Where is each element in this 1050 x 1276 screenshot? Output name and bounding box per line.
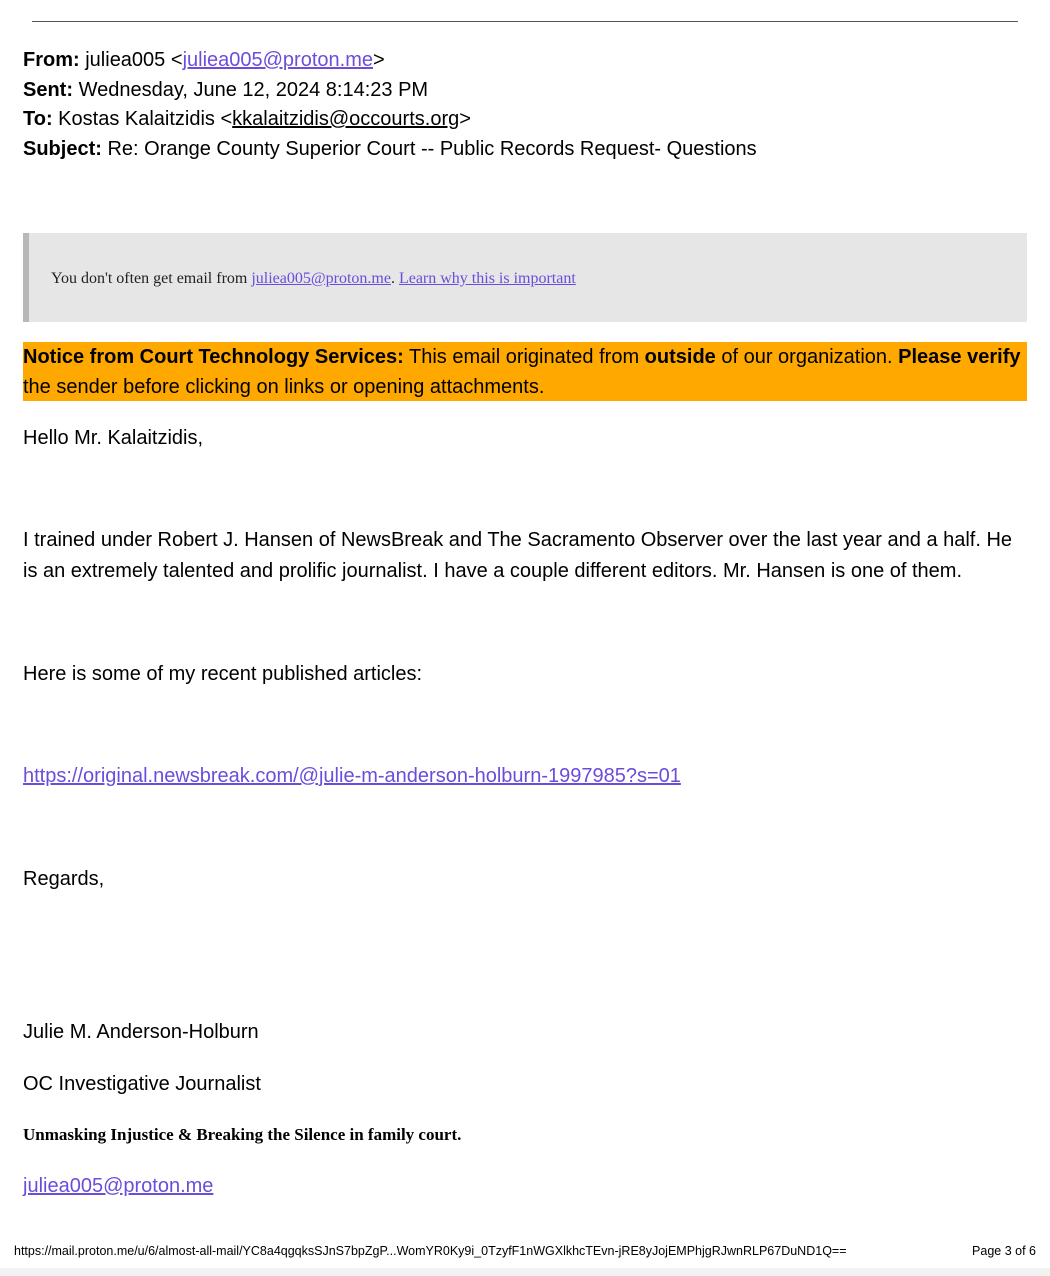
notice-outside: outside — [644, 346, 716, 368]
to-row: To: Kostas Kalaitzidis <kkalaitzidis@occourts.org> — [23, 108, 471, 130]
subject-value: Re: Orange County Superior Court -- Public Records Request- Questions — [107, 137, 757, 160]
signature-email-link[interactable]: juliea005@proton.me — [23, 1175, 214, 1197]
warning-email-link[interactable]: juliea005@proton.me — [251, 270, 391, 287]
to-email-link[interactable]: kkalaitzidis@occourts.org — [232, 108, 460, 130]
warning-prefix: You don't often get email from — [51, 270, 248, 287]
signature-name: Julie M. Anderson-Holburn — [23, 1021, 259, 1043]
to-label: To: — [23, 108, 53, 130]
from-label: From: — [23, 49, 80, 71]
subject-row — [23, 135, 757, 165]
from-row: From: juliea005 <juliea005@proton.me> — [23, 49, 385, 71]
from-name: juliea005 — [85, 49, 166, 71]
notice-heading: Notice from Court Technology Services: — [23, 346, 404, 368]
warning-text: You don't often get email from juliea005@proton.me. Learn why this is important — [51, 270, 576, 287]
greeting: Hello Mr. Kalaitzidis, — [23, 427, 204, 449]
security-notice-banner — [23, 342, 1027, 401]
learn-why-link[interactable]: Learn why this is important — [398, 270, 576, 287]
to-name: Kostas Kalaitzidis — [58, 108, 215, 130]
print-footer-page-number: Page 3 of 6 — [972, 1244, 1036, 1258]
notice-please-verify: Please verify — [898, 346, 1021, 368]
external-sender-warning — [23, 233, 1027, 322]
paragraph-1 — [23, 525, 1012, 587]
signature-title: OC Investigative Journalist — [23, 1073, 261, 1095]
paragraph-1-line-1: I trained under Robert J. Hansen of NewsBreak and The Sacramento Observer over the last year and a half. He — [23, 529, 1013, 551]
email-headers — [23, 46, 757, 164]
top-divider — [32, 21, 1018, 22]
article-link[interactable]: https://original.newsbreak.com/@julie-m-anderson-holburn-1997985?s=01 — [23, 765, 681, 787]
notice-text-2: of our organization. — [721, 346, 893, 368]
sent-row — [23, 76, 757, 106]
paragraph-1-line-2: is an extremely talented and prolific journalist. I have a couple different editors. Mr. Hansen is one of them. — [23, 560, 963, 582]
sent-label: Sent: — [23, 78, 73, 101]
print-footer-url: https://mail.proton.me/u/6/almost-all-mail/YC8a4qgqksSJnS7bpZgP...WomYR0Ky9i_0TzyfF1nWGXlkhcTEvn-jRE8yJojEMPhjgRJwnRLP67DuND1Q== — [14, 1244, 847, 1258]
from-email-link[interactable]: juliea005@proton.me — [182, 49, 373, 71]
notice-text-1: This email originated from — [409, 346, 640, 368]
closing: Regards, — [23, 868, 105, 890]
signature-motto: Unmasking Injustice & Breaking the Silence in family court. — [23, 1125, 462, 1144]
sent-value: Wednesday, June 12, 2024 8:14:23 PM — [78, 78, 429, 101]
notice-text-3: the sender before clicking on links or opening attachments. — [23, 376, 545, 398]
page-bottom-edge — [0, 1268, 1050, 1276]
paragraph-2: Here is some of my recent published articles: — [23, 663, 423, 685]
subject-label: Subject: — [23, 137, 102, 160]
